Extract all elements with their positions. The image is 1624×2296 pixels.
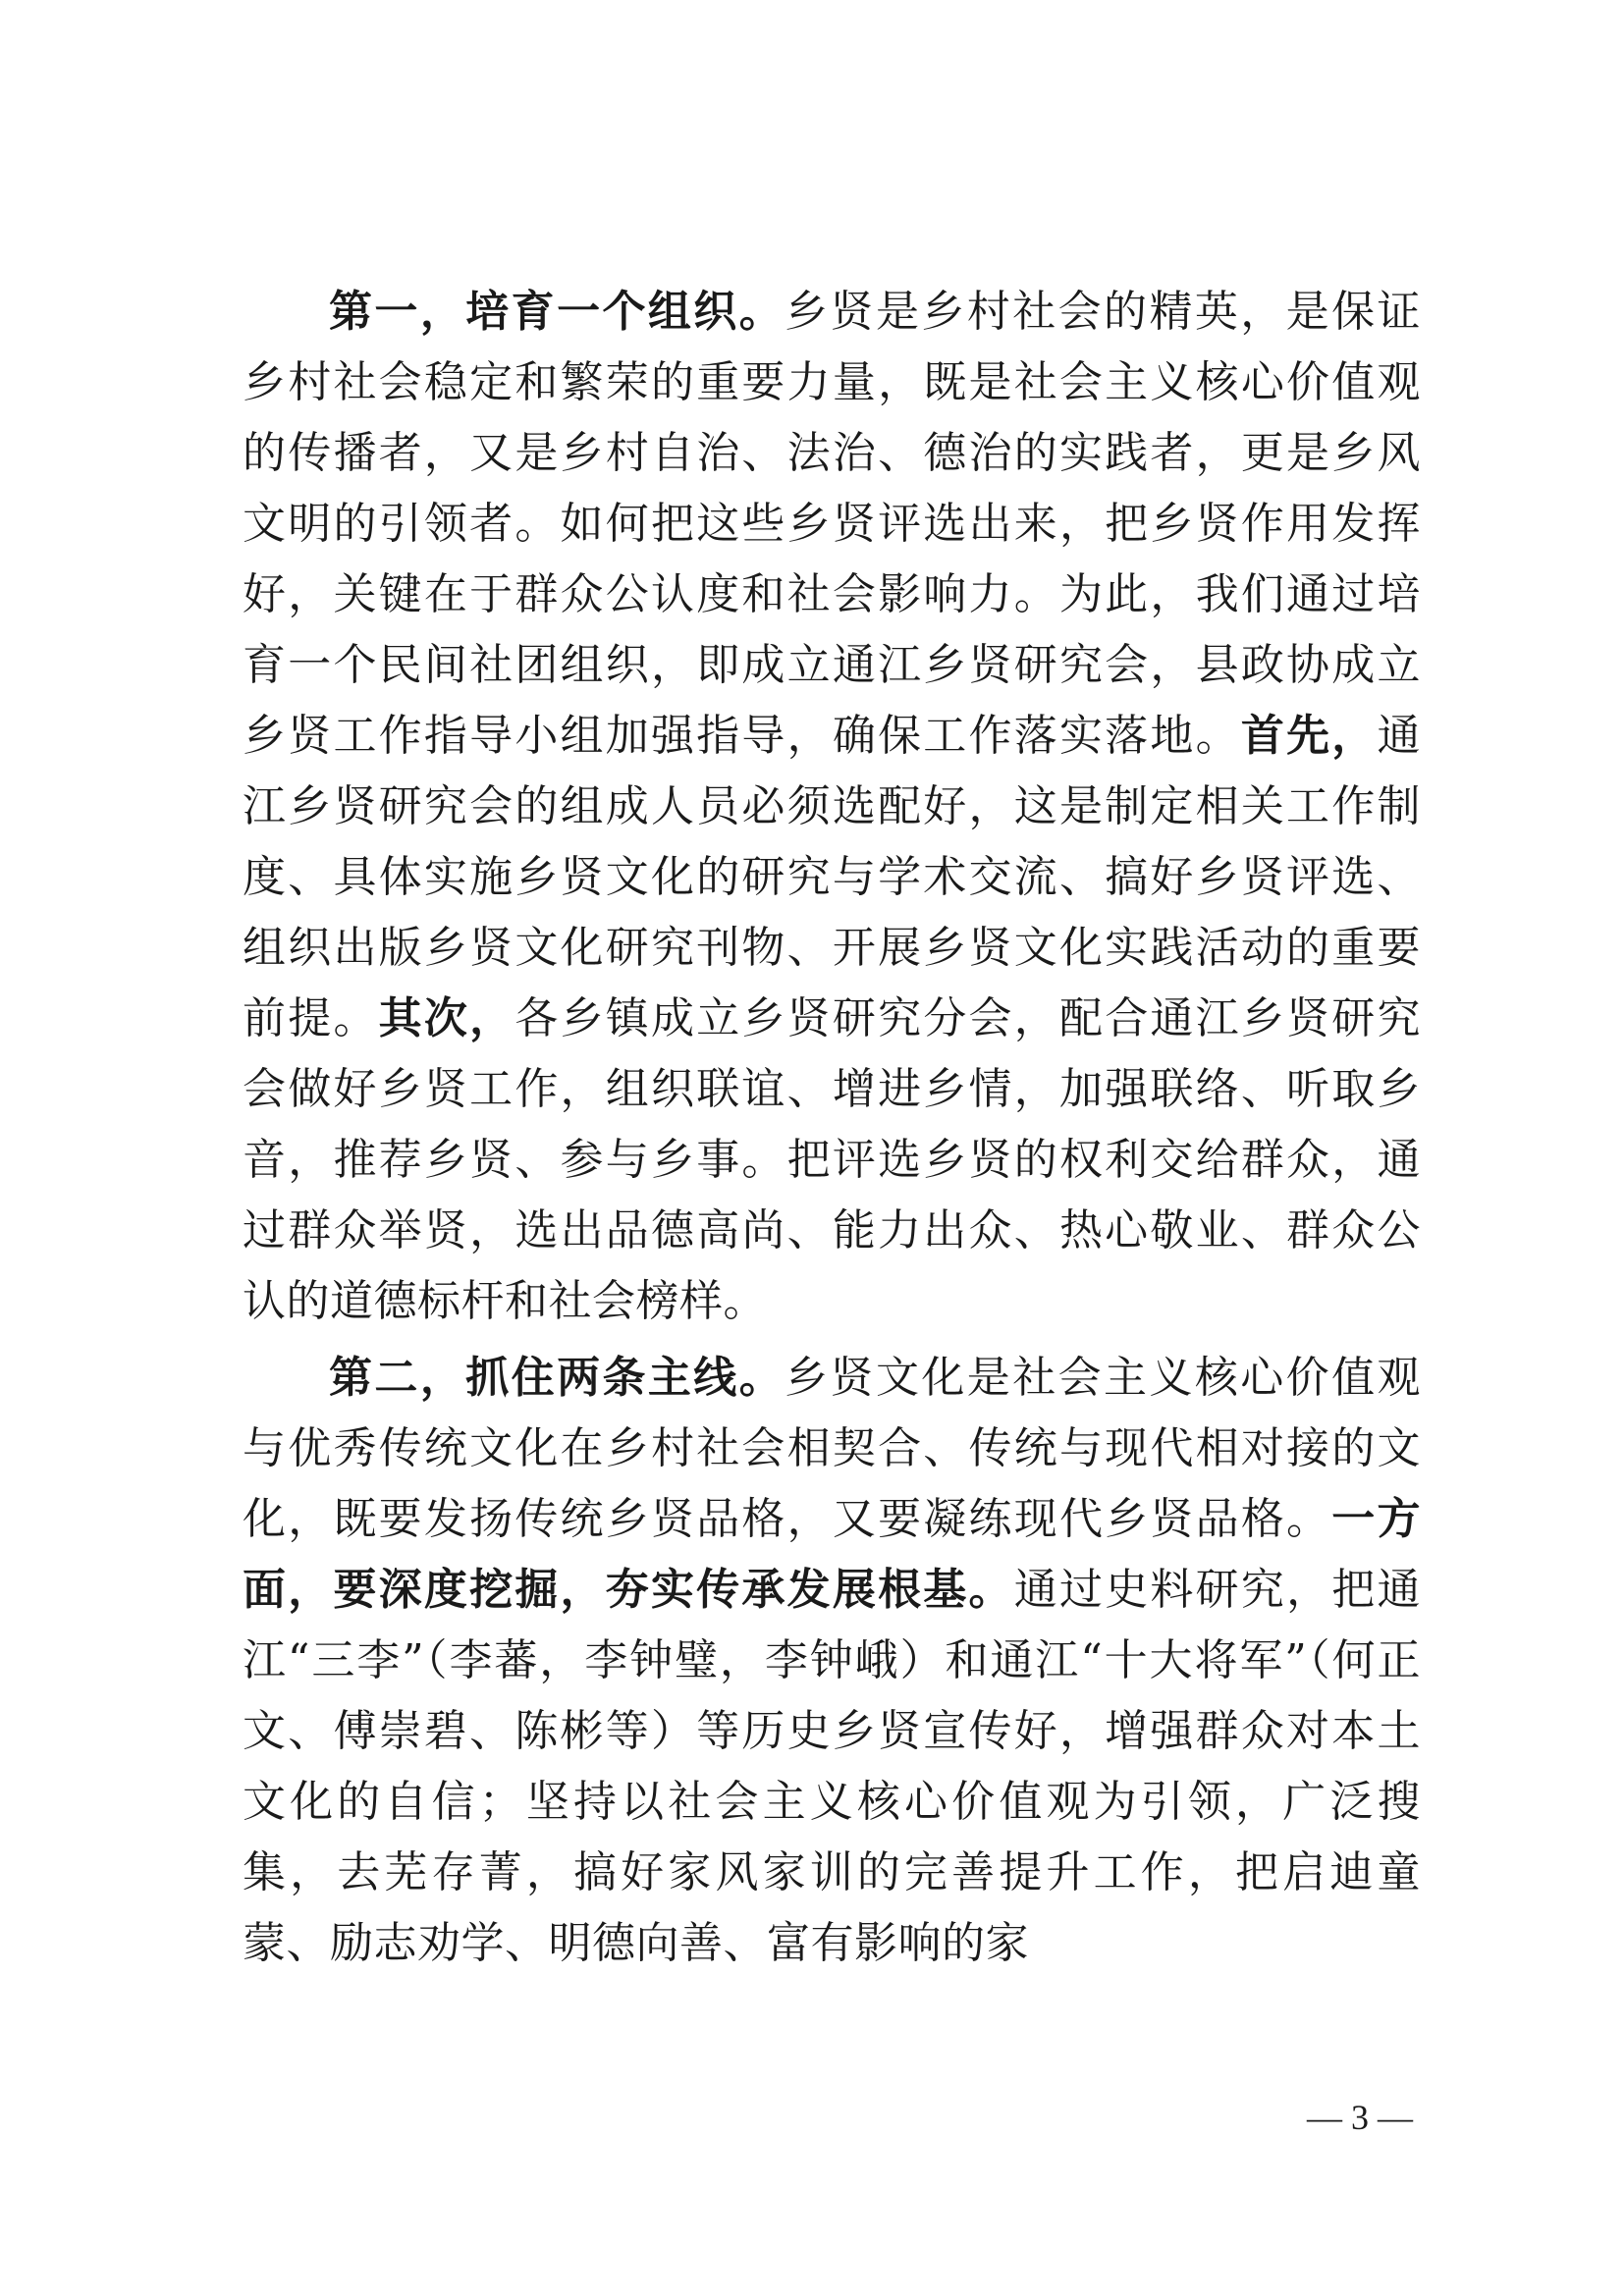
paragraph-1: [243, 277, 1421, 1337]
document-body: [243, 277, 1421, 1979]
bold-phrase: 一方面，要深度挖掘，夯实传承发展根基。: [243, 1494, 1422, 1615]
page-number: — 3 —: [1307, 2098, 1413, 2137]
bold-phrase: 其次，: [378, 993, 515, 1043]
body-text: 乡贤是乡村社会的精英，是保证乡村社会稳定和繁荣的重要力量，既是社会主义核心价值观的传播者，又是乡村自治、法治、德治的实践者，更是乡风文明的引领者。如何把这些乡贤评选出来，把乡贤作用发挥好，关键在于群众公认度和社会影响力。为此，我们通过培育一个民间社团组织，即成立通江乡贤研究会，县政协成立乡贤工作指导小组加强指导，确保工作落实落地。: [243, 287, 1422, 761]
bold-heading: 第一，培育一个组织。: [329, 287, 785, 337]
paragraph-2: [243, 1343, 1421, 1979]
body-text: 乡贤文化是社会主义核心价值观与优秀传统文化在乡村社会相契合、传统与现代相对接的文化，既要发扬传统乡贤品格，又要凝练现代乡贤品格。: [243, 1353, 1422, 1544]
bold-phrase: 首先，: [1240, 711, 1378, 761]
body-text: 通过史料研究，把通江“三李”（李蕃，李钟璧，李钟峨）和通江“十大将军”（何正文、傅崇碧、陈彬等）等历史乡贤宣传好，增强群众对本土文化的自信；坚持以社会主义核心价值观为引领，广泛搜集，去芜存菁，搞好家风家训的完善提升工作，把启迪童蒙、励志劝学、明德向善、富有影响的家: [243, 1565, 1422, 1968]
body-text: 各乡镇成立乡贤研究分会，配合通江乡贤研究会做好乡贤工作，组织联谊、增进乡情，加强联络、听取乡音，推荐乡贤、参与乡事。把评选乡贤的权利交给群众，通过群众举贤，选出品德高尚、能力出众、热心敬业、群众公认的道德标杆和社会榜样。: [243, 993, 1422, 1326]
bold-heading: 第二，抓住两条主线。: [329, 1353, 785, 1403]
body-text: 通江乡贤研究会的组成人员必须选配好，这是制定相关工作制度、具体实施乡贤文化的研究与学术交流、搞好乡贤评选、组织出版乡贤文化研究刊物、开展乡贤文化实践活动的重要前提。: [243, 711, 1422, 1043]
